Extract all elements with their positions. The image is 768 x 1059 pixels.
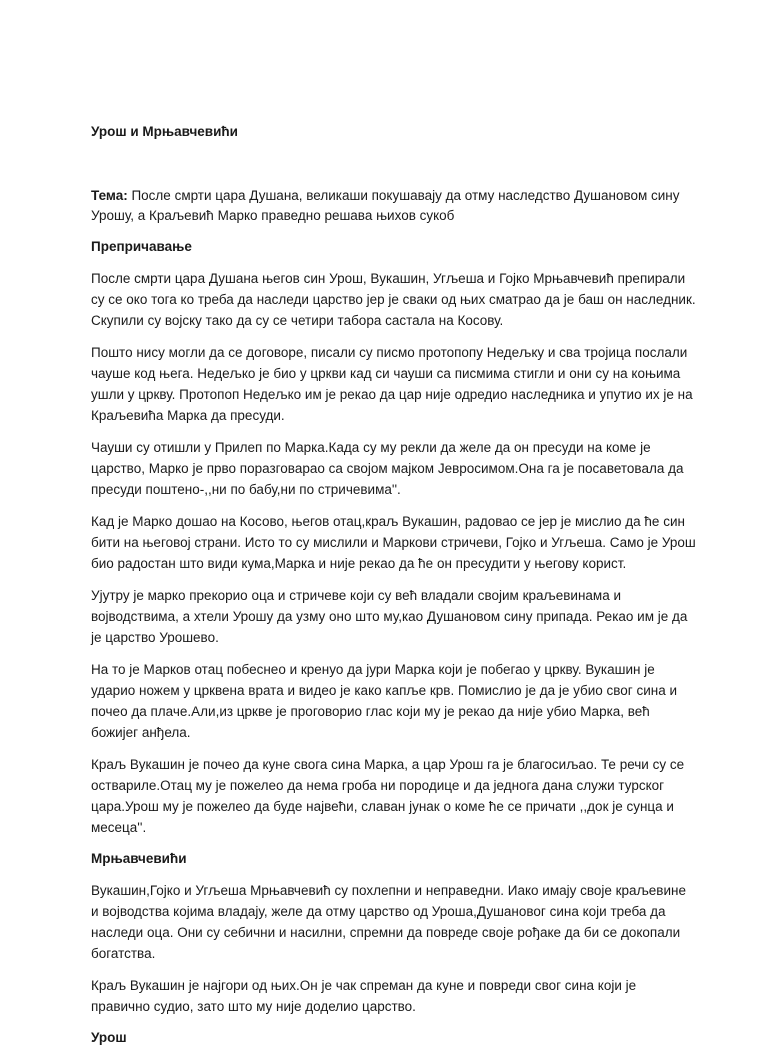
paragraph: Краљ Вукашин је најгори од њих.Он је чак спреман да куне и повреди свог сина који је правично судио, зато што му није доделио царство. — [91, 978, 637, 1014]
theme-label: Тема: — [91, 188, 128, 203]
paragraph: Кад је Марко дошао на Косово, његов отац,краљ Вукашин, радовао се јер је мислио да ће син бити на његовој страни. Исто то су мислили и Маркови стричеви, Гојко и Угљеша. Само је Урош био радостан што види кума,Марка и није рекао да ће он пресудити у његову корист. — [91, 514, 696, 571]
paragraph: Ујутру је марко прекорио оца и стричеве који су већ владали својим краљевинама и војводствима, а хтели Урошу да узму оно што му,као Душановом сину припада. Рекао им је да је царство Урошево. — [91, 588, 688, 645]
paragraph: Краљ Вукашин је почео да куне свога сина Марка, а цар Урош га је благосиљао. Те речи су се оствариле.Отац му је пожелео да нема гроба ни породице и да једнога дана служи турског цара.Урош му је пожелео да буде највећи, славан јунак о коме ће се причати ,,док је сунца и месеца''. — [91, 757, 685, 835]
theme-text: После смрти цара Душана, великаши покушавају да отму наследство Душановом сину Урошу, а Краљевић Марко праведно решава њихов сукоб — [91, 188, 680, 223]
paragraph: Чауши су отишли у Прилеп по Марка.Када су му рекли да желе да он пресуди на коме је царство, Марко је прво поразговарао са својом мајком Јевросимом.Она га је посаветовала да пресуди поштено-,,ни по бабу,ни по стричевима''. — [91, 440, 684, 497]
paragraph: После смрти цара Душана његов син Урош, Вукашин, Угљеша и Гојко Мрњавчевић препирали су се око тога ко треба да наследи царство јер је сваки од њих сматрао да је баш он наследник. Скупили су војску тако да су се четири табора састала на Косову. — [91, 271, 696, 328]
section-heading-retelling: Препричавање — [91, 239, 192, 254]
paragraph: На то је Марков отац побеснео и кренуо да јури Марка који је побегао у цркву. Вукашин је ударио ножем у црквена врата и видео је како капље крв. Помислио је да је убио свог сина и почео да плаче.Али,из цркве је проговорио глас који му је рекао да није убио Марка, већ божијег анђела. — [91, 662, 678, 740]
section-heading-uros: Урош — [91, 1030, 127, 1045]
document-page — [91, 122, 696, 1059]
theme-paragraph — [91, 186, 696, 226]
section-heading-mrnjavcevici: Мрњавчевићи — [91, 851, 187, 866]
document-title: Урош и Мрњавчевићи — [91, 124, 238, 139]
paragraph: Пошто нису могли да се договоре, писали су писмо протопопу Недељку и сва тројица послали чауше код њега. Недељко је био у цркви кад си чауши са писмима стигли и они су на коњима ушли у цркву. Протопоп Недељко им је рекао да цар није одредио наследника и упутио их је на Краљевића Марка да пресуди. — [91, 345, 693, 423]
paragraph: Вукашин,Гојко и Угљеша Мрњавчевић су похлепни и неправедни. Иако имају своје краљевине и војводства којима владају, желе да отму царство од Уроша,Душановог сина који треба да наследи оца. Они су себични и насилни, спремни да повреде своје рођаке да би се докопали богатства. — [91, 883, 686, 961]
